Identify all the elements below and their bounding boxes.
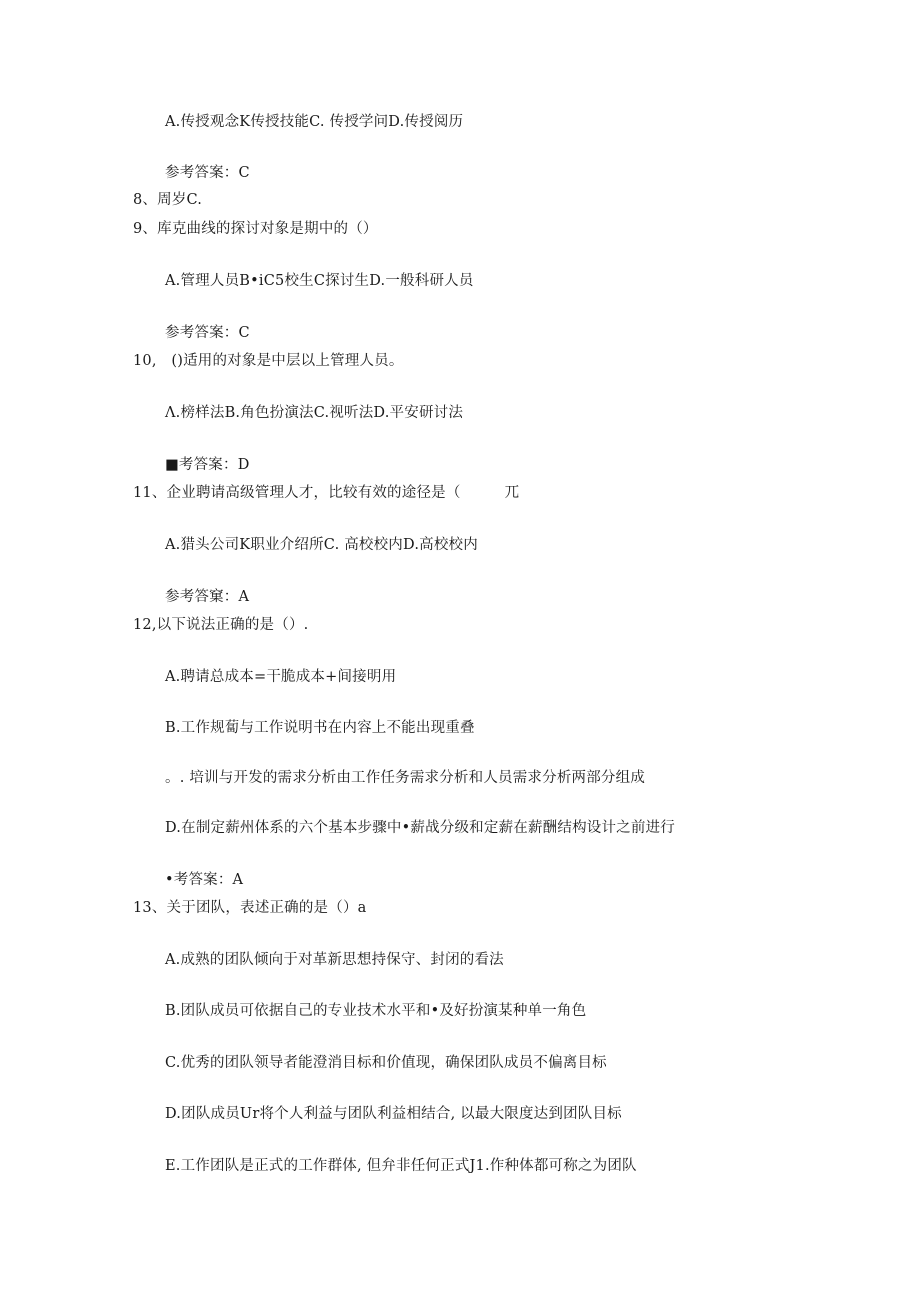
q9-question: 9、库克曲线的探讨对象是期中的（） — [133, 221, 378, 237]
q10-answer: ■考答案：D — [165, 457, 250, 473]
q13-option-b: B.团队成员可依据自己的专业技术水平和•及好扮演某种单一角色 — [165, 1003, 587, 1019]
q12-answer: •考答案：A — [165, 872, 244, 888]
q13-option-d: D.团队成员Ur将个人利益与团队利益相结合, 以最大限度达到团队目标 — [165, 1106, 622, 1122]
q13-option-e: E.工作团队是正式的工作群体, 但弁非任何正式J1.作种体都可称之为团队 — [165, 1158, 637, 1174]
q9-options: A.管理人员B•iC5校生C探讨生D.一般科研人员 — [165, 273, 474, 289]
q12-option-a: A.聘请总成本=干脆成本+间接明用 — [165, 669, 397, 685]
q12-option-d: D.在制定薪州体系的六个基本步骤中•薪战分级和定薪在薪酬结构设计之前进行 — [165, 820, 675, 836]
q12-option-c: 。. 培训与开发的需求分析由工作任务需求分析和人员需求分析两部分组成 — [165, 770, 646, 786]
q10-options: Λ.榜样法B.角色扮演法C.视听法D.平安研讨法 — [165, 405, 464, 421]
q11-options: A.猎头公司K职业介绍所C. 高校校内D.高校校内 — [165, 537, 478, 553]
q11-answer: 参考答窠：A — [165, 589, 250, 605]
q12-question: 12,以下说法正确的是（）. — [133, 617, 309, 633]
q13-option-c: C.优秀的团队领导者能澄消目标和价值现，确保团队成员不偏离目标 — [165, 1055, 607, 1071]
q7-answer: 参考答案：C — [165, 165, 250, 181]
q8-question: 8、周岁C. — [133, 192, 203, 208]
q13-option-a: A.成熟的团队倾向于对革新思想持保守、封闭的看法 — [165, 952, 504, 968]
q12-option-b: B.工作规蔔与工作说明书在内容上不能出现重叠 — [165, 720, 475, 736]
q10-question: 10, ()适用的对象是中层以上管理人员。 — [133, 353, 404, 369]
q7-options: A.传授观念K传授技能C. 传授学问D.传授阅历 — [165, 114, 464, 130]
q11-question: 11、企业聘请高级管理人才，比较有效的途径是（ 兀 — [133, 485, 520, 501]
q9-answer: 参考答案：C — [165, 325, 250, 341]
q13-question: 13、关于团队，表述正确的是（）a — [133, 900, 367, 916]
